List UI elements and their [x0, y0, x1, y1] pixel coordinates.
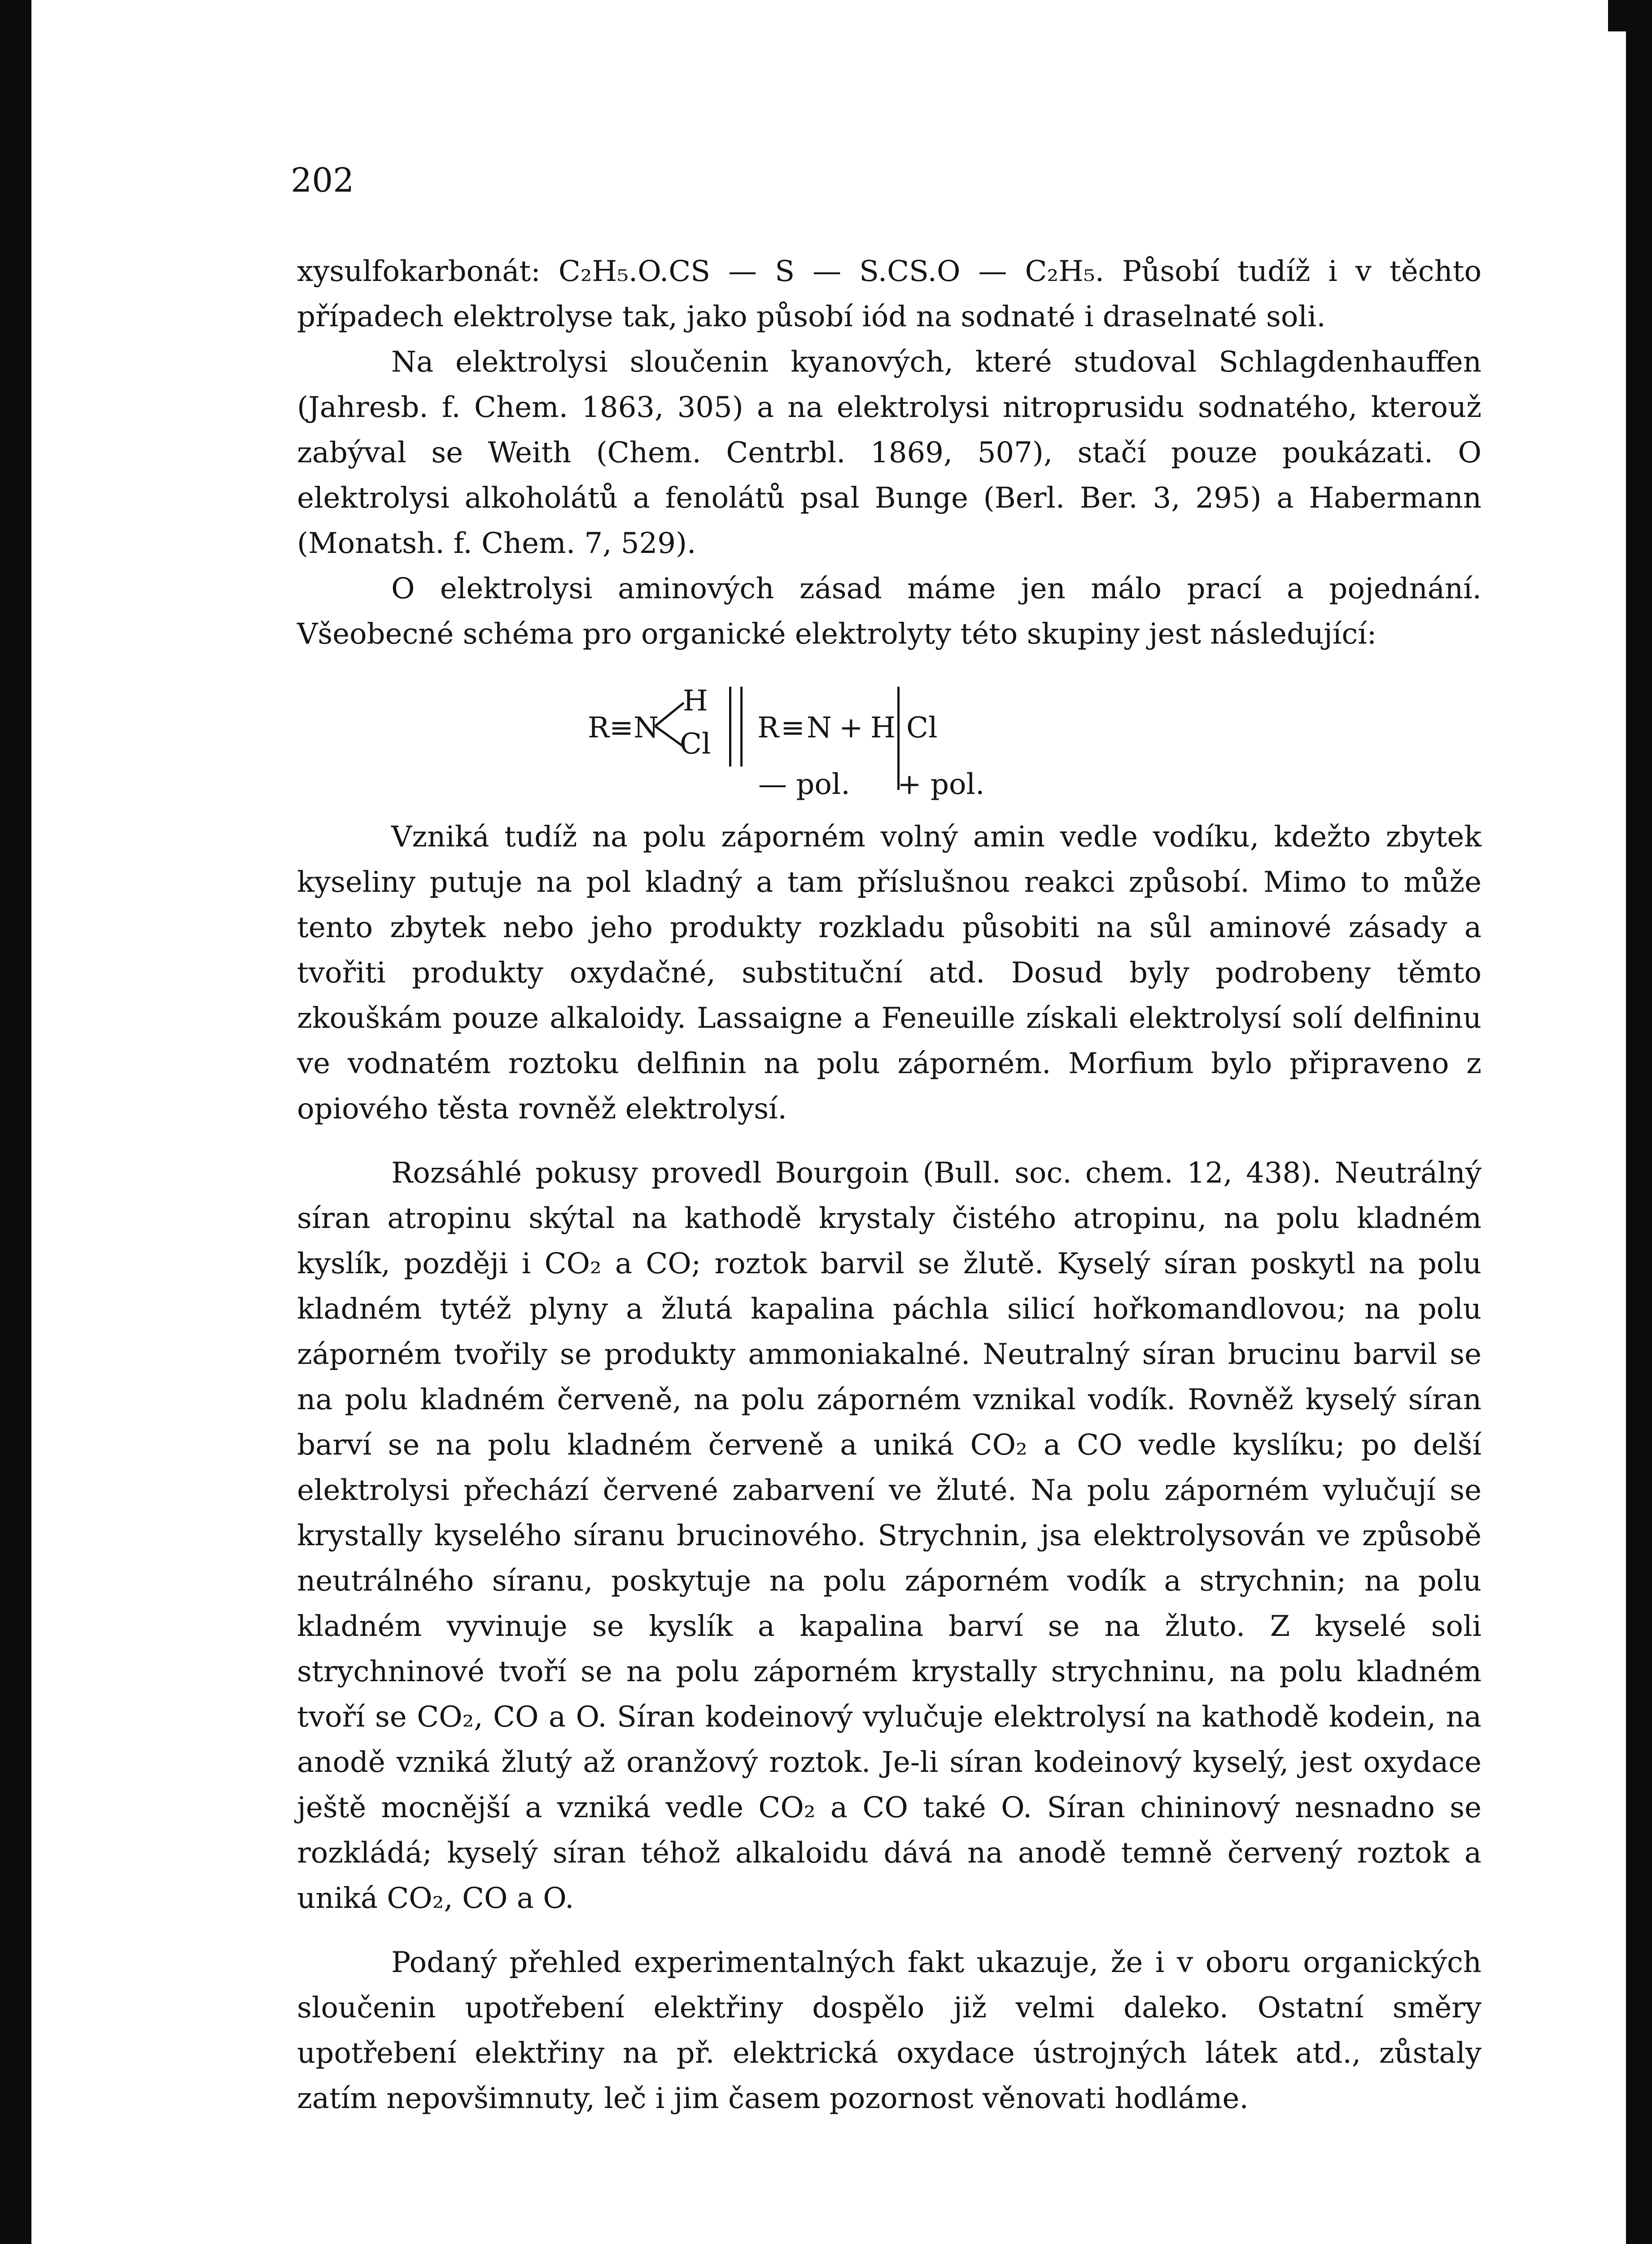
body-text-upper — [297, 249, 1482, 657]
paragraph-4: Vzniká tudíž na polu záporném volný amin vedle vodíku, kdežto zbytek kyseliny putuje na pol kladný a tam příslušnou reakci způsobí. Mimo to může tento zbytek nebo jeho produkty rozkladu působiti na sůl aminové zásady a tvořiti produkty oxydačné, substituční atd. Dosud byly podrobeny těmto zkouškám pouze alkaloidy. Lassaigne a Feneuille získali elektrolysí solí delfininu ve vodnatém roztoku delfinin na polu záporném. Morfium bylo připraveno z opiového těsta rovněž elektrolysí. — [297, 820, 1482, 1126]
formula-h-upper: H — [683, 684, 708, 718]
formula-cl-lower: Cl — [680, 728, 711, 761]
formula-cl-right: Cl — [906, 711, 938, 745]
scan-border-right — [1626, 0, 1652, 2244]
formula-plus: + — [839, 711, 863, 745]
paragraph-5: Rozsáhlé pokusy provedl Bourgoin (Bull. soc. chem. 12, 438). Neutrálný síran atropinu skýtal na kathodě krystaly čistého atropinu, na polu kladném kyslík, později i CO₂ a CO; roztok barvil se žlutě. Kyselý síran poskytl na polu kladném tytéž plyny a žlutá kapalina páchla silicí hořkomandlovou; na polu záporném tvořily se produkty ammoniakalné. Neutralný síran brucinu barvil se na polu kladném červeně, na polu záporném vznikal vodík. Rovněž kyselý síran barví se na polu kladném červeně a uniká CO₂ a CO vedle kyslíku; po delší elektrolysi přechází červené zabarvení ve žluté. Na polu záporném vylučují se krystally kyselého síranu brucinového. Strychnin, jsa elektrolysován ve způsobě neutrálného síranu, poskytuje na polu záporném vodík a strychnin; na polu kladném vyvinuje se kyslík a kapalina barví se na žluto. Z kyselé soli strychninové tvoří se na polu záporném krystally strychninu, na polu kladném tvoří se CO₂, CO a O. Síran kodeinový vylučuje elektrolysí na kathodě kodein, na anodě vzniká žlutý až oranžový roztok. Je-li síran kodeinový kyselý, jest oxydace ještě mocnější a vzniká vedle CO₂ a CO také O. Síran chininový nesnadno se rozkládá; kyselý síran téhož alkaloidu dává na anodě temně červený roztok a uniká CO₂, CO a O. — [297, 1157, 1482, 1915]
paragraph-1: xysulfokarbonát: C₂H₅.O.CS — S — S.CS.O — C₂H₅. Působí tudíž i v těchto případech elektrolyse tak, jako působí iód na sodnaté i draselnaté soli. — [297, 255, 1482, 333]
formula-negative-pole: — pol. — [758, 768, 850, 801]
formula-triple-bond-left: ≡ — [609, 711, 634, 745]
page-number: 202 — [291, 161, 354, 200]
formula-positive-pole: + pol. — [897, 768, 985, 801]
formula-r-right: R — [757, 711, 779, 745]
paragraph-2: Na elektrolysi sloučenin kyanových, které studoval Schlagdenhauffen (Jahresb. f. Chem. 1863, 305) a na elektrolysi nitroprusidu sodnatého, kterouž zabýval se Weith (Chem. Centrbl. 1869, 507), stačí pouze poukázati. O elektrolysi alkoholátů a fenolátů psal Bunge (Berl. Ber. 3, 295) a Habermann (Monatsh. f. Chem. 7, 529). — [297, 346, 1482, 560]
reaction-scheme — [588, 684, 1171, 803]
formula-r-left: R — [588, 711, 610, 745]
body-text-lower — [297, 815, 1482, 2121]
formula-separator-2 — [740, 687, 743, 767]
formula-n-right: N — [807, 711, 832, 745]
paragraph-6: Podaný přehled experimentalných fakt ukazuje, že i v oboru organických sloučenin upotřebení elektřiny dospělo již velmi daleko. Ostatní směry upotřebení elektřiny na př. elektrická oxydace ústrojných látek atd., zůstaly zatím nepovšimnuty, leč i jim časem pozornost věnovati hodláme. — [297, 1946, 1482, 2115]
formula-separator-1 — [729, 687, 731, 767]
formula-n-left: N — [634, 711, 659, 745]
scan-border-corner — [1608, 0, 1626, 31]
scan-border-left — [0, 0, 31, 2244]
formula-triple-bond-right: ≡ — [781, 711, 805, 745]
formula-h-right: H — [870, 711, 896, 745]
paragraph-3: O elektrolysi aminových zásad máme jen málo prací a pojednání. Všeobecné schéma pro organické elektrolyty této skupiny jest následující: — [297, 572, 1482, 651]
